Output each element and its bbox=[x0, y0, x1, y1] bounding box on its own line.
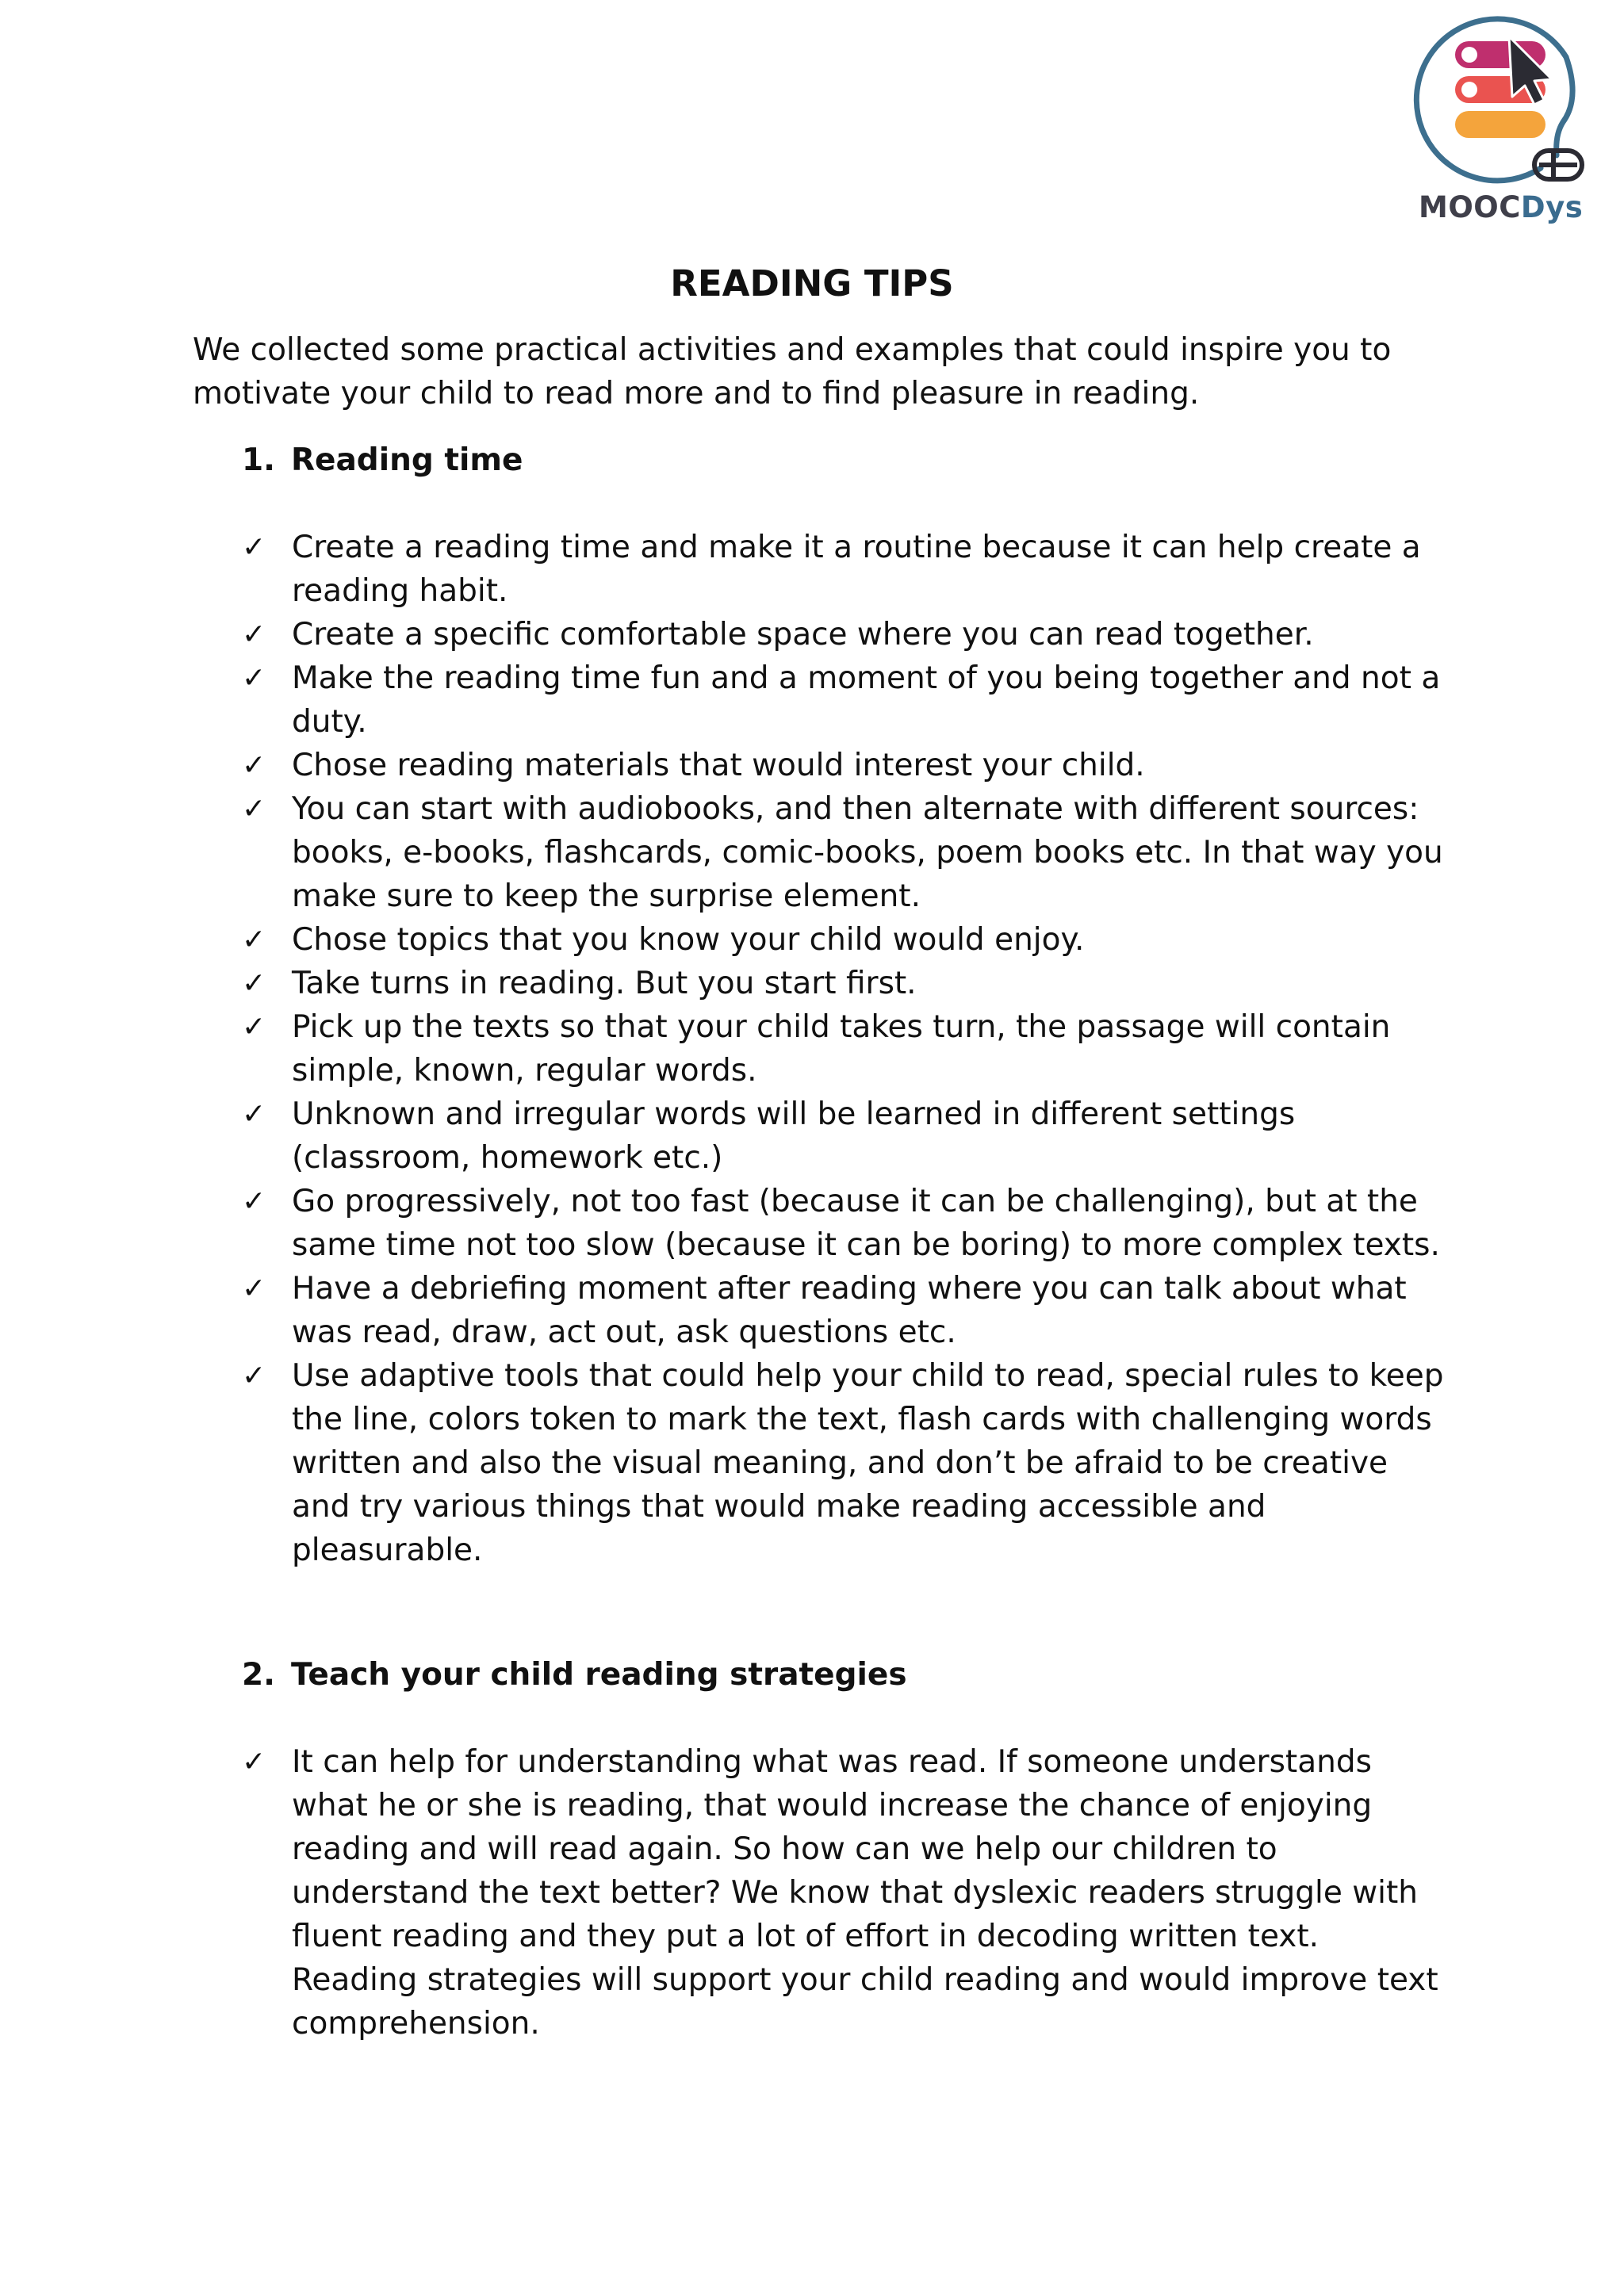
section-heading-reading-strategies bbox=[242, 1653, 907, 1697]
list-item-text: Go progressively, not too fast (because it can be challenging), but at the same time not too slow (because it can be boring) to more complex texts. bbox=[292, 1184, 1440, 1263]
checkmark-icon: ✓ bbox=[242, 662, 266, 695]
list-item bbox=[242, 744, 1447, 787]
section-title: Teach your child reading strategies bbox=[291, 1657, 907, 1693]
list-item-text: Take turns in reading. But you start first. bbox=[292, 966, 917, 1001]
checkmark-icon: ✓ bbox=[242, 1360, 266, 1392]
logo-wordmark-suffix: Dys bbox=[1520, 190, 1584, 224]
checkmark-icon: ✓ bbox=[242, 531, 266, 564]
list-item-text: You can start with audiobooks, and then alternate with different sources: books, e-books, flashcards, comic-books, poem books etc. In that way you make sure to keep the surprise element. bbox=[292, 791, 1443, 914]
checkmark-icon: ✓ bbox=[242, 1011, 266, 1043]
list-item bbox=[242, 1354, 1447, 1572]
list-item-text: It can help for understanding what was read. If someone understands what he or she is reading, that would increase the chance of enjoying reading and will read again. So how can we help our children to understand the text better? We know that dyslexic readers struggle with fluent reading and they put a lot of effort in decoding written text. Reading strategies will support your child reading and would improve text comprehension. bbox=[292, 1744, 1438, 2042]
checkmark-icon: ✓ bbox=[242, 618, 266, 651]
moocdys-logo-mark bbox=[1408, 3, 1590, 193]
logo-dot-top bbox=[1461, 47, 1477, 63]
checkmark-icon: ✓ bbox=[242, 749, 266, 782]
logo-wordmark-prefix: MOOC bbox=[1419, 190, 1521, 224]
reading-strategies-list bbox=[242, 1740, 1447, 2045]
list-item bbox=[242, 1180, 1447, 1267]
list-item-text: Create a specific comfortable space where you can read together. bbox=[292, 617, 1314, 652]
page-title: READING TIPS bbox=[670, 262, 954, 304]
section-number: 2. bbox=[242, 1657, 275, 1693]
checkmark-icon: ✓ bbox=[242, 967, 266, 1000]
logo-wordmark bbox=[1419, 190, 1590, 224]
list-item-text: Pick up the texts so that your child takes turn, the passage will contain simple, known, regular words. bbox=[292, 1009, 1391, 1089]
list-item bbox=[242, 918, 1447, 962]
list-item bbox=[242, 1267, 1447, 1354]
list-item bbox=[242, 962, 1447, 1005]
logo-bar-bottom bbox=[1455, 111, 1545, 138]
section-number: 1. bbox=[242, 442, 275, 478]
list-item-text: Have a debriefing moment after reading where you can talk about what was read, draw, act out, ask questions etc. bbox=[292, 1271, 1407, 1350]
section-title: Reading time bbox=[291, 442, 523, 478]
list-item bbox=[242, 1093, 1447, 1180]
logo-cable bbox=[1557, 57, 1572, 155]
list-item bbox=[242, 656, 1447, 744]
checkmark-icon: ✓ bbox=[242, 1098, 266, 1131]
list-item bbox=[242, 787, 1447, 918]
list-item bbox=[242, 1740, 1447, 2045]
checkmark-icon: ✓ bbox=[242, 1185, 266, 1218]
list-item bbox=[242, 1005, 1447, 1093]
checkmark-icon: ✓ bbox=[242, 1746, 266, 1778]
list-item bbox=[242, 613, 1447, 656]
checkmark-icon: ✓ bbox=[242, 793, 266, 825]
intro-paragraph: We collected some practical activities and examples that could inspire you to motivate your child to read more and to find pleasure in reading. bbox=[193, 332, 1392, 411]
section-heading-reading-time bbox=[242, 438, 523, 482]
checkmark-icon: ✓ bbox=[242, 924, 266, 956]
moocdys-logo bbox=[1408, 3, 1590, 233]
list-item-text: Chose topics that you know your child would enjoy. bbox=[292, 922, 1085, 958]
reading-time-list bbox=[242, 526, 1447, 1572]
list-item-text: Chose reading materials that would interest your child. bbox=[292, 748, 1145, 783]
list-item-text: Use adaptive tools that could help your child to read, special rules to keep the line, colors token to mark the text, flash cards with challenging words written and also the visual meaning, and don’t be afraid to be creative and try various things that would make reading accessible and pleasurable. bbox=[292, 1358, 1444, 1568]
list-item-text: Unknown and irregular words will be learned in different settings (classroom, homework etc.) bbox=[292, 1096, 1296, 1176]
logo-dot-middle bbox=[1461, 82, 1477, 98]
list-item-text: Create a reading time and make it a routine because it can help create a reading habit. bbox=[292, 530, 1421, 609]
list-item bbox=[242, 526, 1447, 613]
list-item-text: Make the reading time fun and a moment of you being together and not a duty. bbox=[292, 660, 1441, 740]
checkmark-icon: ✓ bbox=[242, 1272, 266, 1305]
